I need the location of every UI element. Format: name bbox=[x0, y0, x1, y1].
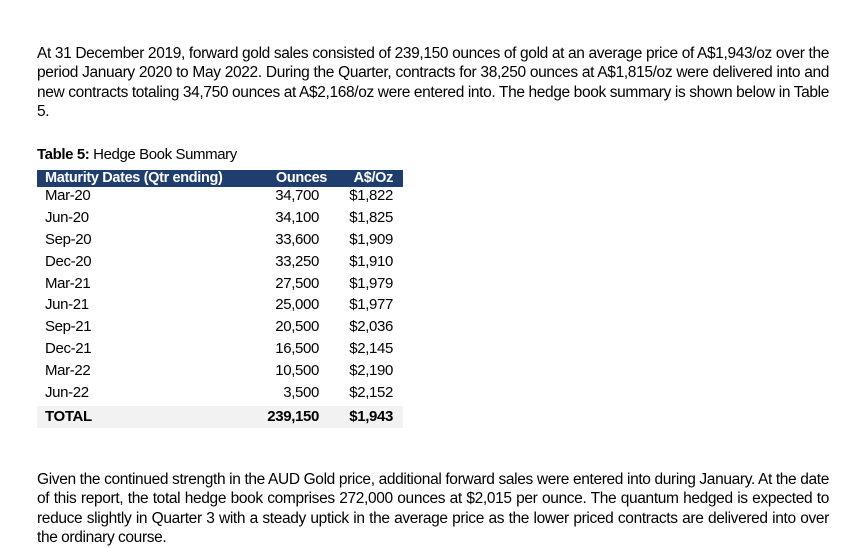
row-ounces: 16,500 bbox=[275, 340, 319, 358]
row-ounces: 25,000 bbox=[275, 296, 319, 314]
table-caption-label: Table 5: bbox=[37, 146, 90, 163]
row-price: $1,825 bbox=[349, 208, 393, 226]
table-row bbox=[37, 318, 403, 340]
table-row bbox=[37, 187, 403, 209]
row-price: $1,979 bbox=[349, 274, 393, 292]
row-price: $1,909 bbox=[349, 230, 393, 248]
hedge-book-table bbox=[37, 170, 403, 428]
total-price: $1,943 bbox=[349, 407, 393, 425]
row-ounces: 33,250 bbox=[275, 252, 319, 270]
table-row bbox=[37, 296, 403, 318]
table-caption-title: Hedge Book Summary bbox=[89, 146, 237, 163]
row-date: Sep-21 bbox=[45, 318, 92, 336]
table-row bbox=[37, 362, 403, 384]
row-price: $1,822 bbox=[349, 187, 393, 204]
total-label: TOTAL bbox=[45, 407, 92, 425]
table-header-row bbox=[37, 170, 403, 187]
row-date: Jun-20 bbox=[45, 208, 89, 226]
row-date: Jun-22 bbox=[45, 384, 89, 402]
header-price: A$/Oz bbox=[353, 170, 393, 186]
row-ounces: 3,500 bbox=[283, 384, 319, 402]
table-row bbox=[37, 209, 403, 231]
table-caption bbox=[37, 146, 237, 164]
row-ounces: 34,100 bbox=[275, 208, 319, 226]
header-ounces: Ounces bbox=[275, 170, 327, 186]
row-date: Jun-21 bbox=[45, 296, 89, 314]
table-total-row bbox=[37, 406, 403, 428]
row-price: $1,977 bbox=[349, 296, 393, 314]
row-ounces: 27,500 bbox=[275, 274, 319, 292]
intro-paragraph: At 31 December 2019, forward gold sales consisted of 239,150 ounces of gold at an average price of A$1,943/oz over the period January 2020 to May 2022. During the Quarter, contracts for 38,250 ounces at A$1,815/oz were delivered into and new contracts totaling 34,750 ounces at A$2,168/oz were entered into. The hedge book summary is shown below in Table 5. bbox=[37, 44, 829, 120]
closing-paragraph: Given the continued strength in the AUD Gold price, additional forward sales were entered into during January. At the date of this report, the total hedge book comprises 272,000 ounces at $2,015 per ounce. The quantum hedged is expected to reduce slightly in Quarter 3 with a steady uptick in the average price as the lower priced contracts are delivered into over the ordinary course. bbox=[37, 470, 829, 546]
row-price: $2,152 bbox=[349, 384, 393, 402]
table-row bbox=[37, 384, 403, 406]
table-row bbox=[37, 231, 403, 253]
row-date: Sep-20 bbox=[45, 230, 92, 248]
row-price: $2,190 bbox=[349, 362, 393, 380]
row-ounces: 10,500 bbox=[275, 362, 319, 380]
row-ounces: 34,700 bbox=[275, 187, 319, 204]
table-row bbox=[37, 340, 403, 362]
table-row bbox=[37, 253, 403, 275]
total-ounces: 239,150 bbox=[267, 407, 319, 425]
row-price: $1,910 bbox=[349, 252, 393, 270]
row-date: Mar-20 bbox=[45, 187, 91, 204]
row-price: $2,145 bbox=[349, 340, 393, 358]
row-price: $2,036 bbox=[349, 318, 393, 336]
row-ounces: 20,500 bbox=[275, 318, 319, 336]
row-ounces: 33,600 bbox=[275, 230, 319, 248]
row-date: Dec-21 bbox=[45, 340, 92, 358]
row-date: Dec-20 bbox=[45, 252, 92, 270]
row-date: Mar-22 bbox=[45, 362, 91, 380]
header-maturity-dates: Maturity Dates (Qtr ending) bbox=[45, 170, 223, 186]
row-date: Mar-21 bbox=[45, 274, 91, 292]
table-row bbox=[37, 275, 403, 297]
